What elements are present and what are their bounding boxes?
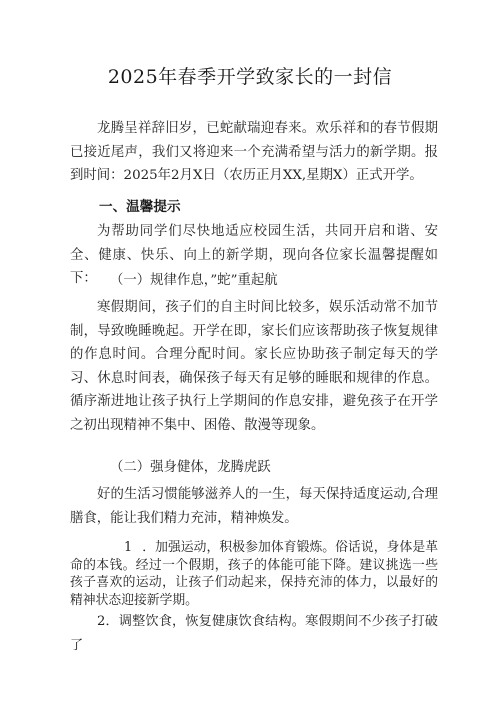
fitness-paragraph: 好的生活习惯能够滋养人的一生，每天保持适度运动,合理膳食，能让我们精力充沛，精神焕发。	[70, 487, 438, 526]
routine-paragraph: 寒假期间，孩子们的自主时间比较多，娱乐活动常不加节制，导致晚睡晚起。开学在即，家长们应该帮助孩子恢复规律的作息时间。合理分配时间。家长应协助孩子制定每天的学习、休息时间表，确保孩子每天有足够的睡眠和规律的作息。循序渐进地让孩子执行上学期间的作息安排，避免孩子在开学之初出现精神不集中、困倦、散漫等现象。	[70, 300, 438, 433]
subheading-routine: （一）规律作息，”蛇”重起航	[110, 273, 278, 288]
section-heading-tips: 一、温馨提示	[99, 199, 181, 215]
document-title: 2025年春季开学致家长的一封信	[107, 66, 393, 88]
intro-paragraph: 龙腾呈祥辞旧岁，已蛇献瑞迎春来。欢乐祥和的春节假期已接近尾声，我们又将迎来一个充满希望与活力的新学期。报到时间：2025年2月X日（农历正月XX,星期X）正式开学。	[70, 121, 438, 183]
subheading-fitness: （二）强身健体，龙腾虎跃	[110, 460, 271, 475]
section-intro-paragraph: 为帮助同学们尽快地适应校园生活，共同开启和谐、安全、健康、快乐、向上的新学期，现向各位家长温馨提醒如下：	[70, 224, 438, 286]
list-item-number: 1	[124, 540, 133, 555]
list-item-exercise	[70, 539, 438, 609]
list-item-text: ．加强运动，积极参加体育锻炼。俗话说，身体是革命的本钱。经过一个假期，孩子的体能可能下降。建议挑选一些孩子喜欢的运动，让孩子们动起来，保持充沛的体力，以最好的精神状态迎接新学期。	[70, 540, 438, 608]
list-item-diet: 2．调整饮食，恢复健康饮食结构。寒假期间不少孩子打破了	[70, 614, 438, 653]
